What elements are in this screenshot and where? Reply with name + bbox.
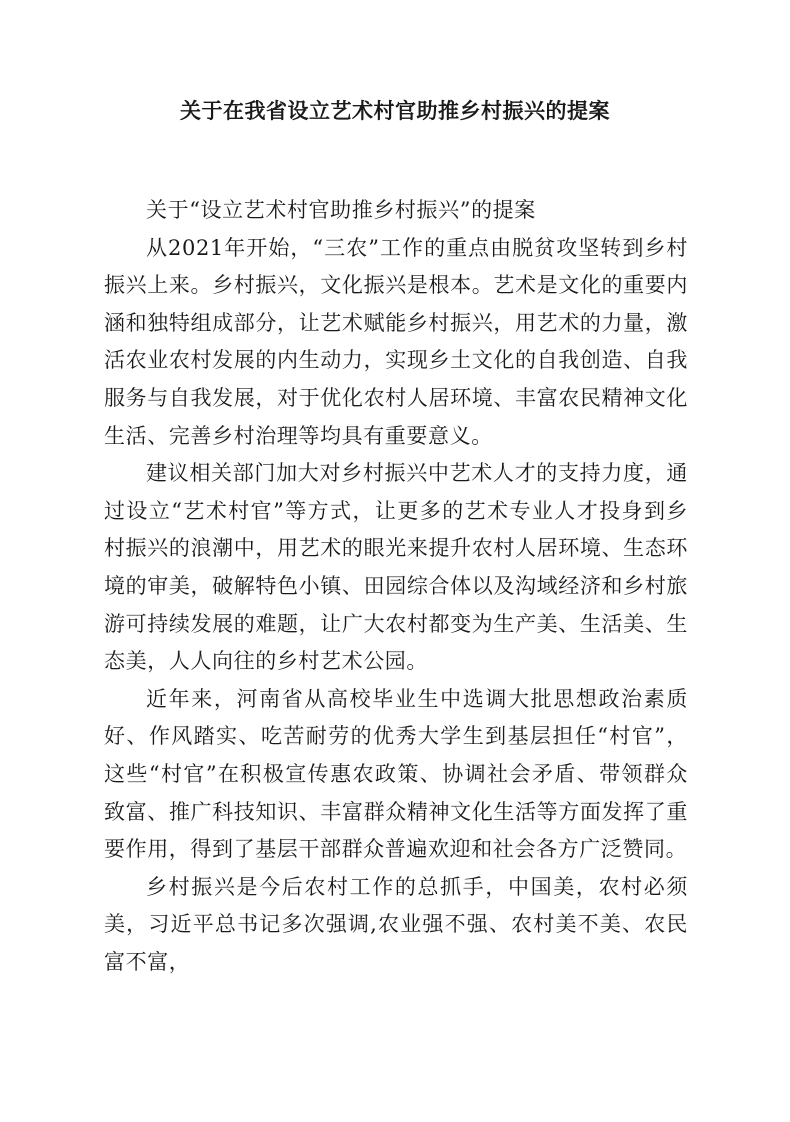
paragraph-suggestion: 建议相关部门加大对乡村振兴中艺术人才的支持力度，通过设立“艺术村官”等方式，让更多的艺术专业人才投身到乡村振兴的浪潮中，用艺术的眼光来提升农村人居环境、生态环境的审美，破解特色小镇、田园综合体以及沟域经济和乡村旅游可持续发展的难题，让广大农村都变为生产美、生活美、生态美，人人向往的乡村艺术公园。 <box>104 461 688 674</box>
paragraph-rural-revitalization: 乡村振兴是今后农村工作的总抓手，中国美，农村必须美，习近平总书记多次强调,农业强不强、农村美不美、农民富不富， <box>104 874 688 974</box>
paragraph-background: 从2021年开始，“三农”工作的重点由脱贫攻坚转到乡村振兴上来。乡村振兴，文化振兴是根本。艺术是文化的重要内涵和独特组成部分，让艺术赋能乡村振兴，用艺术的力量，激活农业农村发展的内生动力，实现乡土文化的自我创造、自我服务与自我发展，对于优化农村人居环境、丰富农民精神文化生活、完善乡村治理等均具有重要意义。 <box>104 235 688 448</box>
paragraph-subject: 关于“设立艺术村官助推乡村振兴”的提案 <box>146 198 536 222</box>
document-title: 关于在我省设立艺术村官助推乡村振兴的提案 <box>180 99 610 123</box>
paragraph-henan-practice: 近年来，河南省从高校毕业生中选调大批思想政治素质好、作风踏实、吃苦耐劳的优秀大学生到基层担任“村官”，这些“村官”在积极宣传惠农政策、协调社会矛盾、带领群众致富、推广科技知识、丰富群众精神文化生活等方面发挥了重要作用，得到了基层干部群众普遍欢迎和社会各方广泛赞同。 <box>104 686 688 862</box>
document-body <box>104 192 688 981</box>
